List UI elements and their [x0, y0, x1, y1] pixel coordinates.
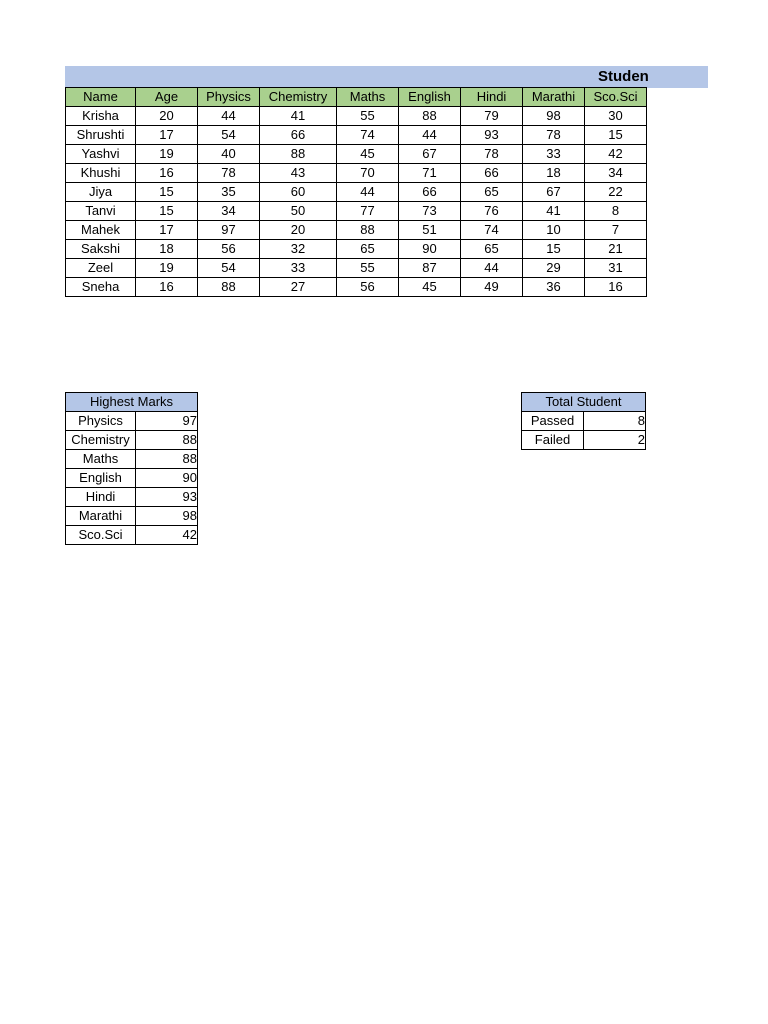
mark-cell[interactable]: 41: [523, 202, 585, 221]
mark-cell[interactable]: 22: [585, 183, 647, 202]
mark-cell[interactable]: 67: [399, 145, 461, 164]
mark-cell[interactable]: 20: [136, 107, 198, 126]
table-row: [66, 526, 198, 545]
mark-cell[interactable]: 15: [136, 183, 198, 202]
highest-mark-cell[interactable]: 88: [136, 450, 198, 469]
mark-cell[interactable]: 20: [260, 221, 337, 240]
mark-cell[interactable]: 44: [198, 107, 260, 126]
mark-cell[interactable]: 65: [337, 240, 399, 259]
mark-cell[interactable]: 18: [523, 164, 585, 183]
mark-cell[interactable]: 93: [461, 126, 523, 145]
mark-cell[interactable]: 55: [337, 259, 399, 278]
table-row: [66, 221, 647, 240]
mark-cell[interactable]: 17: [136, 221, 198, 240]
subject-cell[interactable]: Marathi: [66, 507, 136, 526]
table-row: [66, 126, 647, 145]
mark-cell[interactable]: 51: [399, 221, 461, 240]
mark-cell[interactable]: 18: [136, 240, 198, 259]
mark-cell[interactable]: 90: [399, 240, 461, 259]
mark-cell[interactable]: 19: [136, 259, 198, 278]
mark-cell[interactable]: 97: [198, 221, 260, 240]
mark-cell[interactable]: 33: [523, 145, 585, 164]
sheet-title: Studen: [598, 68, 649, 85]
mark-cell[interactable]: 29: [523, 259, 585, 278]
mark-cell[interactable]: 27: [260, 278, 337, 297]
highest-mark-cell[interactable]: 88: [136, 431, 198, 450]
mark-cell[interactable]: 66: [461, 164, 523, 183]
highest-mark-cell[interactable]: 98: [136, 507, 198, 526]
mark-cell[interactable]: 41: [260, 107, 337, 126]
header-row: [66, 88, 647, 107]
mark-cell[interactable]: 21: [585, 240, 647, 259]
column-header[interactable]: Hindi: [461, 88, 523, 107]
mark-cell[interactable]: 56: [337, 278, 399, 297]
table-row: [522, 412, 646, 431]
table-row: [522, 431, 646, 450]
student-name-cell[interactable]: Yashvi: [66, 145, 136, 164]
mark-cell[interactable]: 74: [337, 126, 399, 145]
mark-cell[interactable]: 35: [198, 183, 260, 202]
student-name-cell[interactable]: Shrushti: [66, 126, 136, 145]
count-cell[interactable]: 2: [584, 431, 646, 450]
mark-cell[interactable]: 77: [337, 202, 399, 221]
mark-cell[interactable]: 60: [260, 183, 337, 202]
mark-cell[interactable]: 16: [585, 278, 647, 297]
mark-cell[interactable]: 87: [399, 259, 461, 278]
mark-cell[interactable]: 44: [461, 259, 523, 278]
mark-cell[interactable]: 88: [399, 107, 461, 126]
mark-cell[interactable]: 65: [461, 183, 523, 202]
mark-cell[interactable]: 42: [585, 145, 647, 164]
mark-cell[interactable]: 45: [337, 145, 399, 164]
mark-cell[interactable]: 65: [461, 240, 523, 259]
mark-cell[interactable]: 70: [337, 164, 399, 183]
mark-cell[interactable]: 56: [198, 240, 260, 259]
highest-mark-cell[interactable]: 93: [136, 488, 198, 507]
mark-cell[interactable]: 44: [399, 126, 461, 145]
student-name-cell[interactable]: Krisha: [66, 107, 136, 126]
student-name-cell[interactable]: Jiya: [66, 183, 136, 202]
table-row: [66, 431, 198, 450]
highest-mark-cell[interactable]: 42: [136, 526, 198, 545]
mark-cell[interactable]: 88: [337, 221, 399, 240]
mark-cell[interactable]: 54: [198, 126, 260, 145]
table-row: [66, 450, 198, 469]
mark-cell[interactable]: 88: [198, 278, 260, 297]
subject-cell[interactable]: Hindi: [66, 488, 136, 507]
table-row: [66, 145, 647, 164]
column-header[interactable]: Maths: [337, 88, 399, 107]
mark-cell[interactable]: 8: [585, 202, 647, 221]
table-row: [66, 164, 647, 183]
column-header[interactable]: Physics: [198, 88, 260, 107]
student-name-cell[interactable]: Sneha: [66, 278, 136, 297]
mark-cell[interactable]: 7: [585, 221, 647, 240]
mark-cell[interactable]: 31: [585, 259, 647, 278]
student-name-cell[interactable]: Tanvi: [66, 202, 136, 221]
highest-mark-cell[interactable]: 90: [136, 469, 198, 488]
mark-cell[interactable]: 66: [399, 183, 461, 202]
student-name-cell[interactable]: Khushi: [66, 164, 136, 183]
table-row: [66, 202, 647, 221]
mark-cell[interactable]: 33: [260, 259, 337, 278]
mark-cell[interactable]: 15: [585, 126, 647, 145]
table-row: [66, 278, 647, 297]
column-header[interactable]: Name: [66, 88, 136, 107]
mark-cell[interactable]: 43: [260, 164, 337, 183]
mark-cell[interactable]: 10: [523, 221, 585, 240]
student-name-cell[interactable]: Mahek: [66, 221, 136, 240]
column-header[interactable]: English: [399, 88, 461, 107]
column-header[interactable]: Sco.Sci: [585, 88, 647, 107]
subject-cell[interactable]: English: [66, 469, 136, 488]
mark-cell[interactable]: 16: [136, 278, 198, 297]
table-row: [66, 412, 198, 431]
mark-cell[interactable]: 76: [461, 202, 523, 221]
mark-cell[interactable]: 78: [523, 126, 585, 145]
total-student-table: [521, 392, 646, 450]
total-student-title[interactable]: Total Student: [522, 393, 646, 412]
table-row: [66, 183, 647, 202]
mark-cell[interactable]: 78: [198, 164, 260, 183]
subject-cell[interactable]: Maths: [66, 450, 136, 469]
mark-cell[interactable]: 17: [136, 126, 198, 145]
mark-cell[interactable]: 67: [523, 183, 585, 202]
highest-mark-cell[interactable]: 97: [136, 412, 198, 431]
highest-marks-title[interactable]: Highest Marks: [66, 393, 198, 412]
table-row: [66, 469, 198, 488]
mark-cell[interactable]: 98: [523, 107, 585, 126]
student-name-cell[interactable]: Sakshi: [66, 240, 136, 259]
mark-cell[interactable]: 40: [198, 145, 260, 164]
student-marks-table: [65, 87, 647, 297]
subject-cell[interactable]: Chemistry: [66, 431, 136, 450]
table-row: [66, 240, 647, 259]
count-cell[interactable]: 8: [584, 412, 646, 431]
table-row: [66, 488, 198, 507]
mark-cell[interactable]: 55: [337, 107, 399, 126]
subject-cell[interactable]: Physics: [66, 412, 136, 431]
highest-marks-table: [65, 392, 198, 545]
mark-cell[interactable]: 78: [461, 145, 523, 164]
table-row: [66, 259, 647, 278]
mark-cell[interactable]: 19: [136, 145, 198, 164]
column-header[interactable]: Marathi: [523, 88, 585, 107]
mark-cell[interactable]: 15: [136, 202, 198, 221]
status-cell[interactable]: Failed: [522, 431, 584, 450]
column-header[interactable]: Age: [136, 88, 198, 107]
mark-cell[interactable]: 71: [399, 164, 461, 183]
mark-cell[interactable]: 54: [198, 259, 260, 278]
mark-cell[interactable]: 49: [461, 278, 523, 297]
mark-cell[interactable]: 79: [461, 107, 523, 126]
mark-cell[interactable]: 32: [260, 240, 337, 259]
table-row: [66, 507, 198, 526]
mark-cell[interactable]: 74: [461, 221, 523, 240]
mark-cell[interactable]: 34: [585, 164, 647, 183]
mark-cell[interactable]: 45: [399, 278, 461, 297]
title-banner: [65, 66, 708, 88]
mark-cell[interactable]: 73: [399, 202, 461, 221]
mark-cell[interactable]: 34: [198, 202, 260, 221]
column-header[interactable]: Chemistry: [260, 88, 337, 107]
subject-cell[interactable]: Sco.Sci: [66, 526, 136, 545]
mark-cell[interactable]: 15: [523, 240, 585, 259]
mark-cell[interactable]: 66: [260, 126, 337, 145]
mark-cell[interactable]: 30: [585, 107, 647, 126]
mark-cell[interactable]: 16: [136, 164, 198, 183]
student-name-cell[interactable]: Zeel: [66, 259, 136, 278]
mark-cell[interactable]: 88: [260, 145, 337, 164]
mark-cell[interactable]: 50: [260, 202, 337, 221]
table-row: [66, 107, 647, 126]
mark-cell[interactable]: 36: [523, 278, 585, 297]
mark-cell[interactable]: 44: [337, 183, 399, 202]
status-cell[interactable]: Passed: [522, 412, 584, 431]
